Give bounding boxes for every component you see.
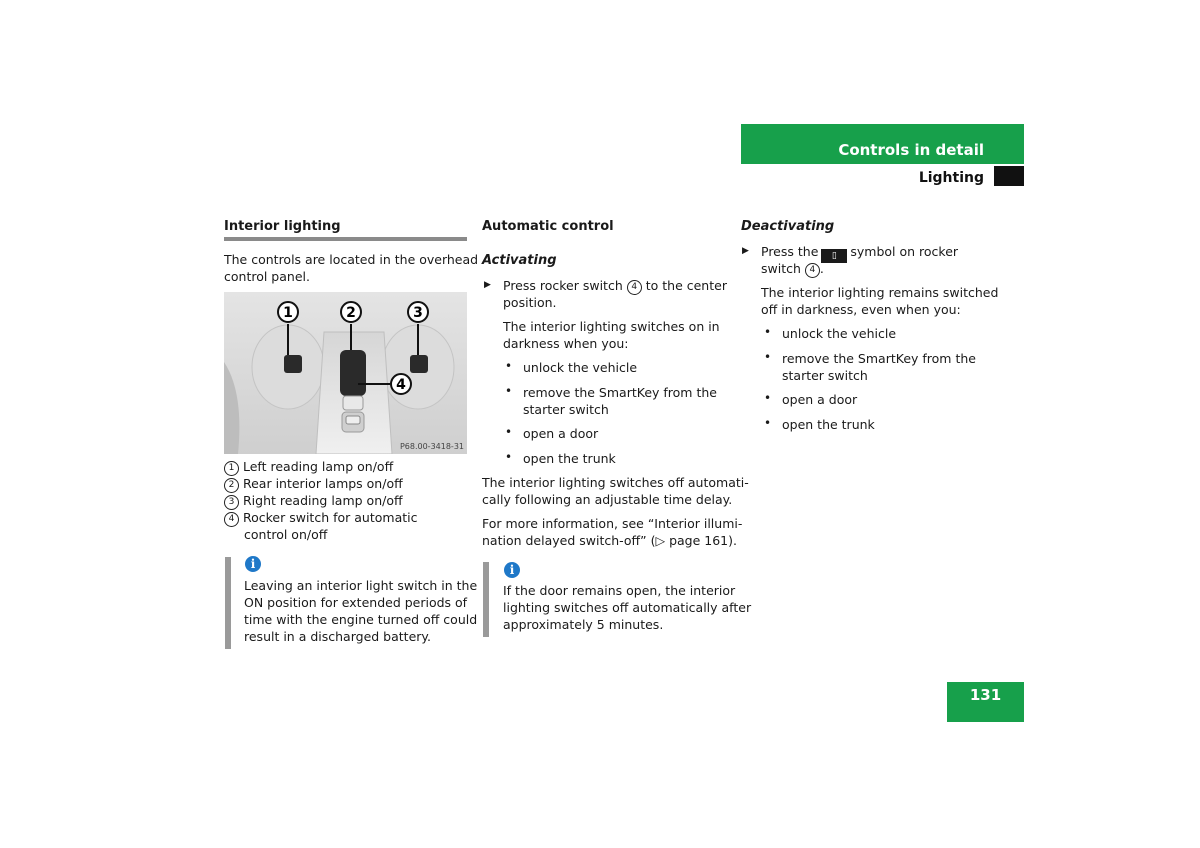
bullet-icon: • [505,425,513,439]
list-item: unlock the vehicle [523,360,638,375]
activate-step-line-2: position. [503,295,557,310]
more-info-line-2: nation delayed switch-off” (▷ page 161). [482,533,737,548]
note-bar [483,562,489,637]
step-arrow-icon: ▶ [742,246,749,256]
list-item: open a door [782,392,858,407]
bullet-icon: • [764,391,772,405]
list-item: open a door [523,426,599,441]
callout-3: 3 [413,305,423,321]
auto-off-line-2: cally following an adjustable time delay. [482,492,733,507]
bullet-icon: • [764,416,772,430]
legend-item-1: 1 Left reading lamp on/off [224,458,393,476]
figure-code: P68.00-3418-31 [399,442,464,451]
note-bar [225,557,231,649]
activate-step-line-1: Press rocker switch 4 to the center [503,278,727,293]
deactivate-result-line-1: The interior lighting remains switched [761,285,999,300]
bullet-icon: • [764,325,772,339]
legend-item-2: 2 Rear interior lamps on/off [224,475,403,493]
activate-result-line-2: darkness when you: [503,336,629,351]
list-item: remove the SmartKey from the [782,351,976,366]
callout-4: 4 [396,377,406,393]
right-reading-lamp-switch [410,355,428,373]
info-icon: i [245,556,261,572]
list-item: remove the SmartKey from the [523,385,717,400]
interior-lighting-heading: Interior lighting [224,219,341,234]
intro-line-1: The controls are located in the overhead [224,252,479,267]
note-line: lighting switches off automatically after [503,600,752,615]
overhead-control-panel-figure [224,292,467,454]
bullet-icon: • [764,350,772,364]
section-title: Controls in detail [838,141,984,159]
list-item-cont: starter switch [782,368,868,383]
note-line: Leaving an interior light switch in the [244,578,478,593]
list-item-cont: starter switch [523,402,609,417]
note-line: ON position for extended periods of [244,595,468,610]
list-item: unlock the vehicle [782,326,897,341]
deactivate-step-line-1: Press the ▯ symbol on rocker [761,244,959,261]
note-line: approximately 5 minutes. [503,617,664,632]
deactivate-step-line-2: switch 4 . [761,261,824,276]
automatic-control-heading: Automatic control [482,219,614,234]
intro-line-2: control panel. [224,269,310,284]
bullet-icon: • [505,359,513,373]
bullet-icon: • [505,450,513,464]
note-line: time with the engine turned off could [244,612,478,627]
heading-rule [224,237,467,241]
more-info-line-1: For more information, see “Interior illumi- [482,516,743,531]
auto-off-line-1: The interior lighting switches off automati- [482,475,749,490]
callout-1: 1 [283,305,293,321]
info-icon: i [504,562,520,578]
activate-result-line-1: The interior lighting switches on in [503,319,720,334]
activating-subheading: Activating [482,253,557,268]
rocker-switch [340,350,366,396]
left-reading-lamp-switch [284,355,302,373]
legend-item-3: 3 Right reading lamp on/off [224,492,403,510]
note-line: result in a discharged battery. [244,629,431,644]
page-number: 131 [947,682,1024,722]
legend-item-4: 4 Rocker switch for automatic [224,509,417,527]
note-line: If the door remains open, the interior [503,583,736,598]
list-item: open the trunk [782,417,875,432]
deactivating-subheading: Deactivating [741,219,835,234]
legend-item-4-cont: control on/off [244,527,328,542]
header-marker [994,166,1024,186]
callout-2: 2 [346,305,356,321]
bullet-icon: • [505,384,513,398]
subsection-title: Lighting [918,170,984,186]
list-item: open the trunk [523,451,616,466]
lamp-off-symbol-icon: ▯ [821,249,847,263]
step-arrow-icon: ▶ [484,280,491,290]
deactivate-result-line-2: off in darkness, even when you: [761,302,961,317]
